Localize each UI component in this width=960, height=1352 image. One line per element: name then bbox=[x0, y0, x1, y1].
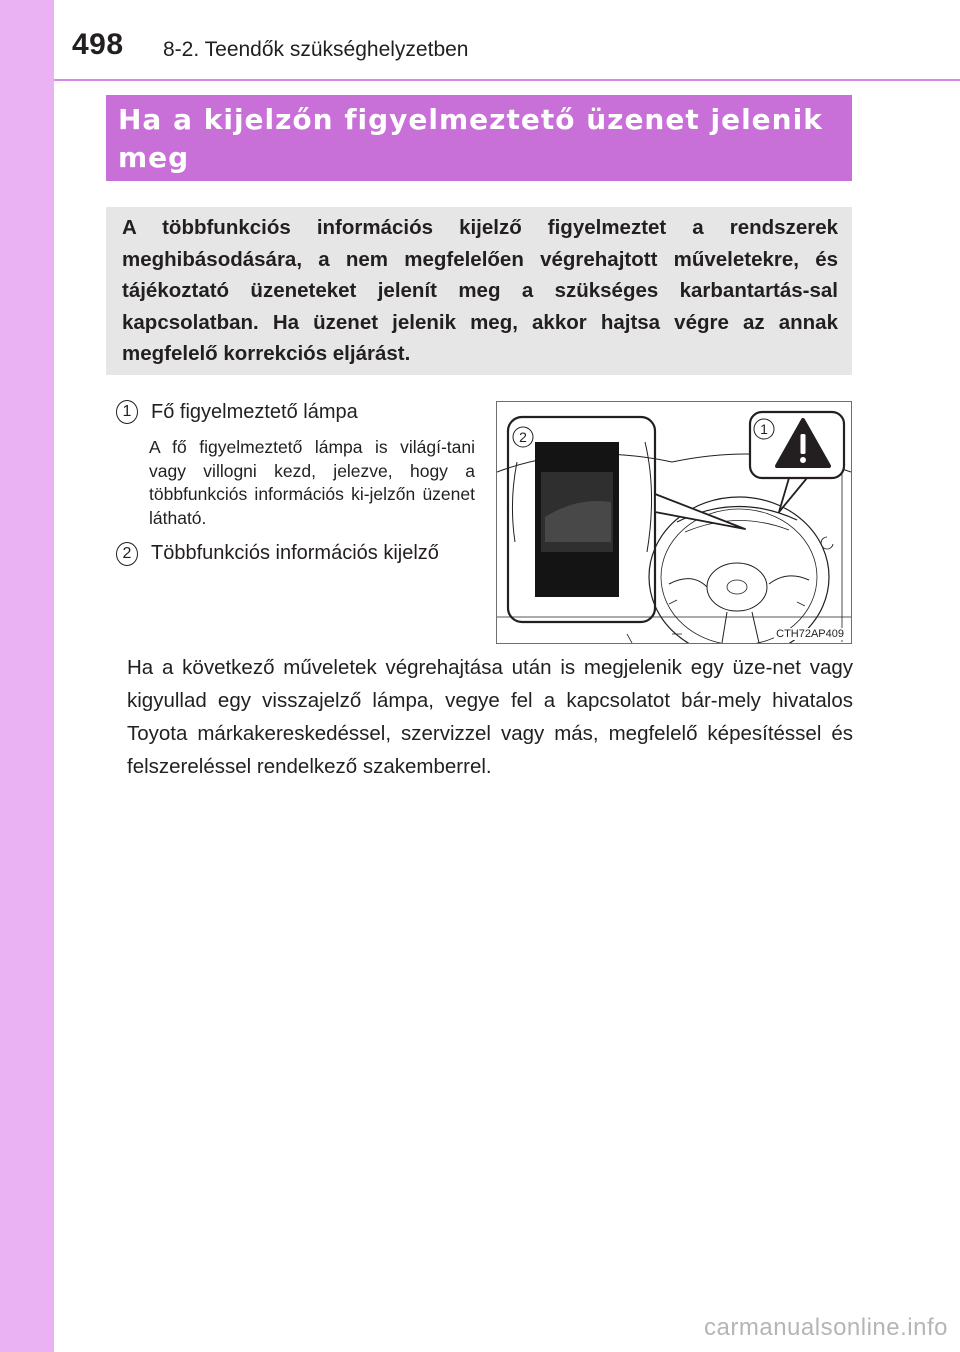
intro-text: A többfunkciós információs kijelző figyelmeztet a rendszerek meghibásodására, a nem megfelelően végrehajtott műveletekre, és tájékoztató üzeneteket jelenít meg a szükséges karbantartás-sal kapcsolatban. Ha üzenet jelenik meg, akkor hajtsa végre az annak megfelelő korrekciós eljárást. bbox=[122, 216, 838, 365]
side-strip bbox=[0, 0, 54, 1352]
callout-number-2: 2 bbox=[519, 429, 527, 445]
callout-number-1: 1 bbox=[760, 421, 768, 437]
watermark[interactable]: carmanualsonline.info bbox=[704, 1314, 948, 1341]
page-number: 498 bbox=[72, 28, 124, 61]
item-number-2: 2 bbox=[116, 542, 138, 566]
dashboard-illustration bbox=[496, 401, 852, 644]
item-description-main-warning-light: A fő figyelmeztető lámpa is világí-tani vagy villogni kezd, jelezve, hogy a többfunkciós információs ki-jelzőn üzenet látható. bbox=[149, 437, 475, 528]
section-title-bar bbox=[106, 95, 852, 181]
dashboard-drawing bbox=[497, 402, 851, 643]
item-label-main-warning-light: Fő figyelmeztető lámpa bbox=[151, 401, 358, 423]
body-paragraph: Ha a következő műveletek végrehajtása után is megjelenik egy üze-net vagy kigyullad egy visszajelző lámpa, vegye fel a kapcsolatot bár-mely hivatalos Toyota márkakereskedéssel, szervizzel vagy más, megfelelő képesítéssel és felszereléssel rendelkező szakemberrel. bbox=[127, 656, 853, 778]
item-number-1: 1 bbox=[116, 400, 138, 424]
steering-wheel bbox=[649, 497, 829, 643]
intro-box bbox=[106, 207, 852, 375]
section-title: Ha a kijelzőn figyelmeztető üzenet jelenik meg bbox=[118, 103, 823, 174]
header-rule bbox=[54, 79, 960, 81]
item-label-multi-info-display: Többfunkciós információs kijelző bbox=[151, 542, 439, 564]
figure-code: CTH72AP409 bbox=[776, 628, 844, 640]
chapter-title: 8-2. Teendők szükséghelyzetben bbox=[163, 38, 469, 61]
